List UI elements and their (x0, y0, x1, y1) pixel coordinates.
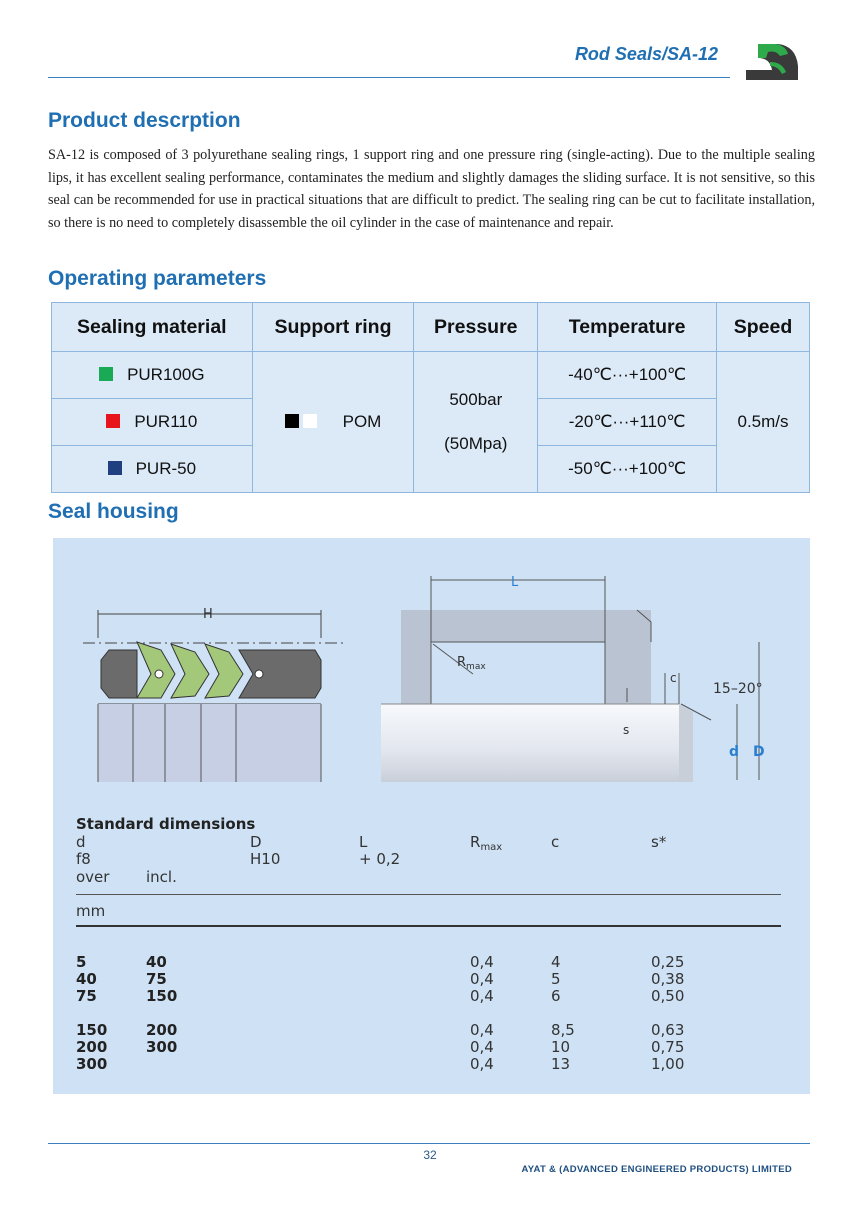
label-angle: 15–20° (713, 681, 763, 697)
seal-housing-panel: H L $R_{max}$ s c 15–20° d D Standard dimensions d f8 over incl. D H10 L + 0,2 $R_{max}$ c s* mm 5 40 0,4 4 0,25 40 75 0,4 5 0,38 75 150 0,4 6 0,50 150 200 0,4 8,5 0,63 200 300 0,4 10 0,75 300 0,4 13 1,00 (53, 538, 810, 1094)
dimensions-title: Standard dimensions (76, 815, 256, 833)
pressure-bar: 500bar (449, 390, 503, 409)
col-s: s* (651, 833, 667, 851)
pressure-mpa: (50Mpa) (444, 434, 508, 453)
material-cell (52, 446, 253, 493)
material-cell (52, 352, 253, 399)
col-c: c (551, 833, 560, 851)
dimensions-divider (76, 925, 781, 927)
col-D: D (250, 833, 262, 851)
seal-housing-drawing (53, 538, 810, 798)
header-divider (48, 77, 730, 78)
material-cell (52, 399, 253, 446)
seal-housing-title: Seal housing (48, 500, 179, 523)
material-name: PUR100G (127, 365, 205, 384)
header-title: Rod Seals/SA-12 (574, 44, 718, 64)
col-D-tol: H10 (250, 850, 281, 868)
footer-divider (48, 1143, 810, 1144)
operating-parameters-title: Operating parameters (48, 267, 267, 290)
green-swatch-icon (99, 367, 113, 381)
temperature-cell: -40℃···+100℃ (538, 352, 717, 399)
unit-label: mm (76, 902, 106, 920)
header-sealing-material: Sealing material (52, 303, 253, 352)
product-description-title: Product descrption (48, 109, 241, 132)
red-swatch-icon (106, 414, 120, 428)
blue-swatch-icon (108, 461, 122, 475)
header-support-ring: Support ring (252, 303, 414, 352)
support-ring-value: POM (342, 412, 382, 431)
col-incl: incl. (146, 868, 177, 886)
temperature-cell: -50℃···+100℃ (538, 446, 717, 493)
page-number: 32 (423, 1148, 437, 1162)
col-over: over (76, 868, 110, 886)
label-D: D (753, 744, 765, 760)
label-d: d (729, 744, 740, 760)
header-temperature: Temperature (538, 303, 717, 352)
label-H: H (203, 607, 213, 622)
pressure-cell (414, 352, 538, 493)
col-d: d (76, 833, 86, 851)
label-rmax: $R_{max}$ (457, 655, 486, 672)
product-description-text: SA-12 is composed of 3 polyurethane sealing rings, 1 support ring and one pressure ring (single-acting). Due to the multiple sealing lips, it has excellent sealing performance, contaminates the medium and slightly damages the sliding surface. It is not sensitive, so this seal can be recommended for use in practical situations that are difficult to predict. The sealing ring can be cut to facilitate installation, so there is no need to completely disassemble the oil cylinder in the case of maintenance and repair. (48, 147, 815, 231)
company-name: AYAT & (ADVANCED ENGINEERED PRODUCTS) LIMITED (521, 1164, 792, 1175)
material-name: PUR-50 (135, 459, 197, 478)
label-c: c (670, 671, 677, 685)
col-rmax: $R_{max}$ (470, 833, 503, 853)
dimensions-divider (76, 894, 781, 895)
header-pressure: Pressure (414, 303, 538, 352)
label-L: L (511, 575, 519, 590)
support-ring-cell (252, 352, 414, 493)
black-swatch-icon (285, 414, 299, 428)
table-header-row (52, 303, 810, 352)
seal-logo-icon (742, 40, 800, 82)
col-d-tol: f8 (76, 850, 91, 868)
temperature-cell: -20℃···+110℃ (538, 399, 717, 446)
col-L: L (359, 833, 368, 851)
operating-parameters-table (51, 302, 810, 493)
table-row (52, 352, 810, 399)
header-speed: Speed (717, 303, 810, 352)
material-name: PUR110 (134, 412, 198, 431)
speed-cell: 0.5m/s (717, 352, 810, 493)
col-L-tol: + 0,2 (359, 850, 401, 868)
label-s: s (623, 723, 630, 737)
white-swatch-icon (303, 414, 317, 428)
